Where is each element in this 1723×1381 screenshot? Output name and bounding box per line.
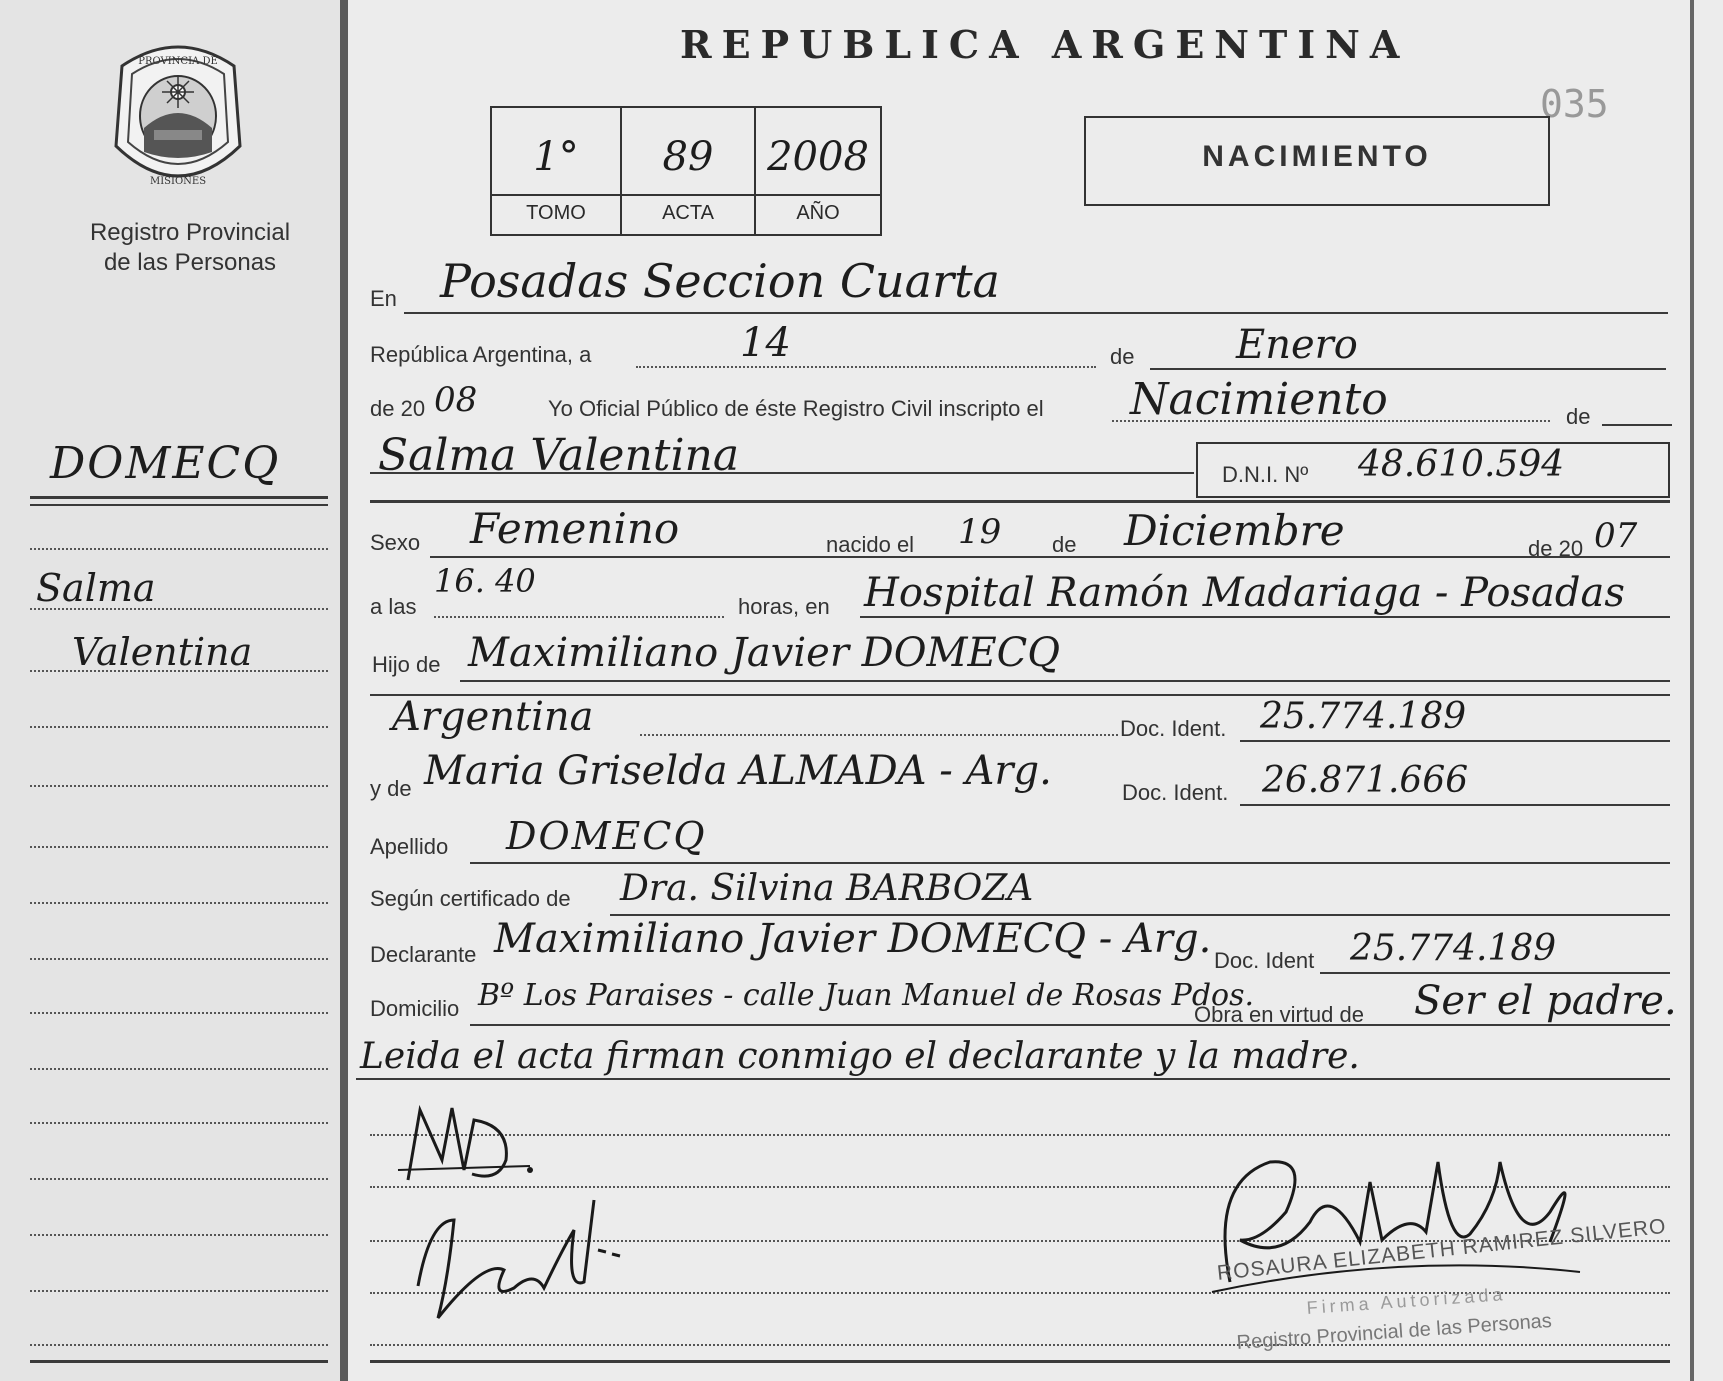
right-edge	[1690, 0, 1694, 1381]
sexo-label: Sexo	[370, 530, 421, 555]
horas-label: horas, en	[738, 594, 830, 619]
domicilio-value: Bº Los Paraises - calle Juan Manuel de Rosas Pdos.	[478, 978, 1255, 1013]
day-value: 14	[740, 320, 791, 366]
apellido-value: DOMECQ	[506, 814, 707, 858]
official-stamp-name: ROSAURA ELIZABETH RAMIREZ SILVERO	[1216, 1214, 1668, 1285]
sexo-value: Femenino	[470, 504, 680, 553]
document-type-box	[1084, 116, 1550, 206]
office-line-1: Registro Provincial	[89, 219, 291, 246]
office-line-2: de las Personas	[103, 249, 277, 276]
father-doc: 25.774.189	[1260, 696, 1467, 737]
tomo-value: 1°	[533, 134, 579, 180]
sidebar	[0, 0, 340, 1381]
seal-icon	[102, 36, 254, 194]
domicilio-label: Domicilio	[370, 996, 460, 1021]
mother-value: Maria Griselda ALMADA - Arg.	[424, 748, 1052, 794]
document-type: NACIMIENTO	[1202, 140, 1432, 173]
sidebar-dotted-line	[30, 902, 328, 904]
sidebar-dotted-line	[30, 1290, 328, 1292]
sidebar-dotted-line	[30, 670, 328, 672]
father-nationality: Argentina	[392, 694, 594, 740]
sidebar-dotted-line	[30, 1122, 328, 1124]
signature-icon	[394, 1190, 654, 1340]
country-title: REPUBLICA ARGENTINA	[680, 22, 1410, 67]
office-name	[40, 218, 340, 278]
mother-doc: 26.871.666	[1262, 760, 1469, 801]
segun-label: Según certificado de	[370, 886, 571, 911]
month-value: Enero	[1236, 322, 1358, 368]
acta-value: 89	[662, 134, 714, 180]
republica-label: República Argentina, a	[370, 342, 592, 367]
oficial-text: Yo Oficial Público de éste Registro Civil inscripto el	[548, 396, 1044, 421]
de2007-label: de 20	[1528, 536, 1584, 561]
sidebar-surname: DOMECQ	[50, 438, 281, 489]
official-stamp-office: Registro Provincial de las Personas	[1236, 1309, 1553, 1354]
acta-label: ACTA	[662, 202, 714, 224]
en-label: En	[370, 286, 397, 311]
birth-year-suffix: 07	[1594, 516, 1638, 556]
anio-label: AÑO	[796, 202, 840, 224]
sidebar-dotted-line	[30, 1234, 328, 1236]
hijo-label: Hijo de	[372, 652, 441, 677]
anio-value: 2008	[767, 134, 869, 180]
place-value: Hospital Ramón Madariaga - Posadas	[864, 570, 1625, 616]
nacido-label: nacido el	[826, 532, 915, 557]
sidebar-dotted-line	[30, 846, 328, 848]
declarante-label: Declarante	[370, 942, 477, 967]
sidebar-dotted-line	[30, 1012, 328, 1014]
de20-label: de 20	[370, 396, 426, 421]
sidebar-dotted-line	[30, 958, 328, 960]
alas-label: a las	[370, 594, 417, 619]
birth-month: Diciembre	[1124, 506, 1345, 555]
sidebar-given-name-1: Salma	[36, 566, 156, 610]
apellido-label: Apellido	[370, 834, 449, 859]
declarante-value: Maximiliano Javier DOMECQ - Arg.	[494, 916, 1212, 962]
declarant-initials-signature	[390, 1090, 560, 1205]
folio-number: 035	[1540, 82, 1609, 126]
hour-value: 16. 40	[434, 562, 536, 600]
sidebar-dotted-line	[30, 785, 328, 787]
dni-value: 48.610.594	[1358, 444, 1565, 485]
de-label: de	[1110, 344, 1135, 369]
segun-value: Dra. Silvina BARBOZA	[620, 868, 1034, 909]
province-seal	[102, 36, 254, 194]
sidebar-dotted-line	[30, 608, 328, 610]
de3-label: de	[1052, 532, 1077, 557]
dni-label: D.N.I. Nº	[1222, 462, 1309, 487]
en-value: Posadas Seccion Cuarta	[440, 254, 1000, 308]
signature-icon	[390, 1090, 560, 1200]
declarante-doc: 25.774.189	[1350, 928, 1557, 969]
sidebar-given-name-2: Valentina	[72, 630, 253, 674]
sidebar-bottom-line	[30, 1360, 328, 1363]
sidebar-dotted-line	[30, 726, 328, 728]
doc-label-2: Doc. Ident.	[1122, 780, 1229, 805]
doc-label: Doc. Ident.	[1120, 716, 1227, 741]
sidebar-line	[30, 504, 328, 506]
birth-day: 19	[958, 512, 1002, 552]
name-value: Salma Valentina	[378, 430, 740, 481]
mother-signature	[394, 1190, 654, 1345]
sidebar-dotted-line	[30, 1178, 328, 1180]
leida-value: Leida el acta firman conmigo el declarante y la madre.	[360, 1036, 1360, 1077]
official-stamp-title: Firma Autorizada	[1306, 1284, 1507, 1318]
sidebar-dotted-line	[30, 548, 328, 550]
svg-text:PROVINCIA DE: PROVINCIA DE	[138, 56, 218, 67]
year-suffix: 08	[434, 380, 478, 420]
obra-value: Ser el padre.	[1414, 978, 1677, 1024]
sidebar-divider	[340, 0, 348, 1381]
dni-box	[1196, 442, 1670, 498]
sidebar-dotted-line	[30, 1068, 328, 1070]
sidebar-dotted-line	[30, 1344, 328, 1346]
svg-text:MISIONES: MISIONES	[149, 176, 207, 187]
sidebar-line	[30, 496, 328, 499]
de2-label: de	[1566, 404, 1591, 429]
obra-label: Obra en virtud de	[1194, 1002, 1364, 1027]
yde-label: y de	[370, 776, 412, 801]
event-value: Nacimiento	[1130, 374, 1388, 425]
tomo-label: TOMO	[526, 202, 586, 224]
doc-label-3: Doc. Ident	[1214, 948, 1315, 973]
father-value: Maximiliano Javier DOMECQ	[468, 630, 1061, 676]
record-id-box	[490, 106, 882, 236]
